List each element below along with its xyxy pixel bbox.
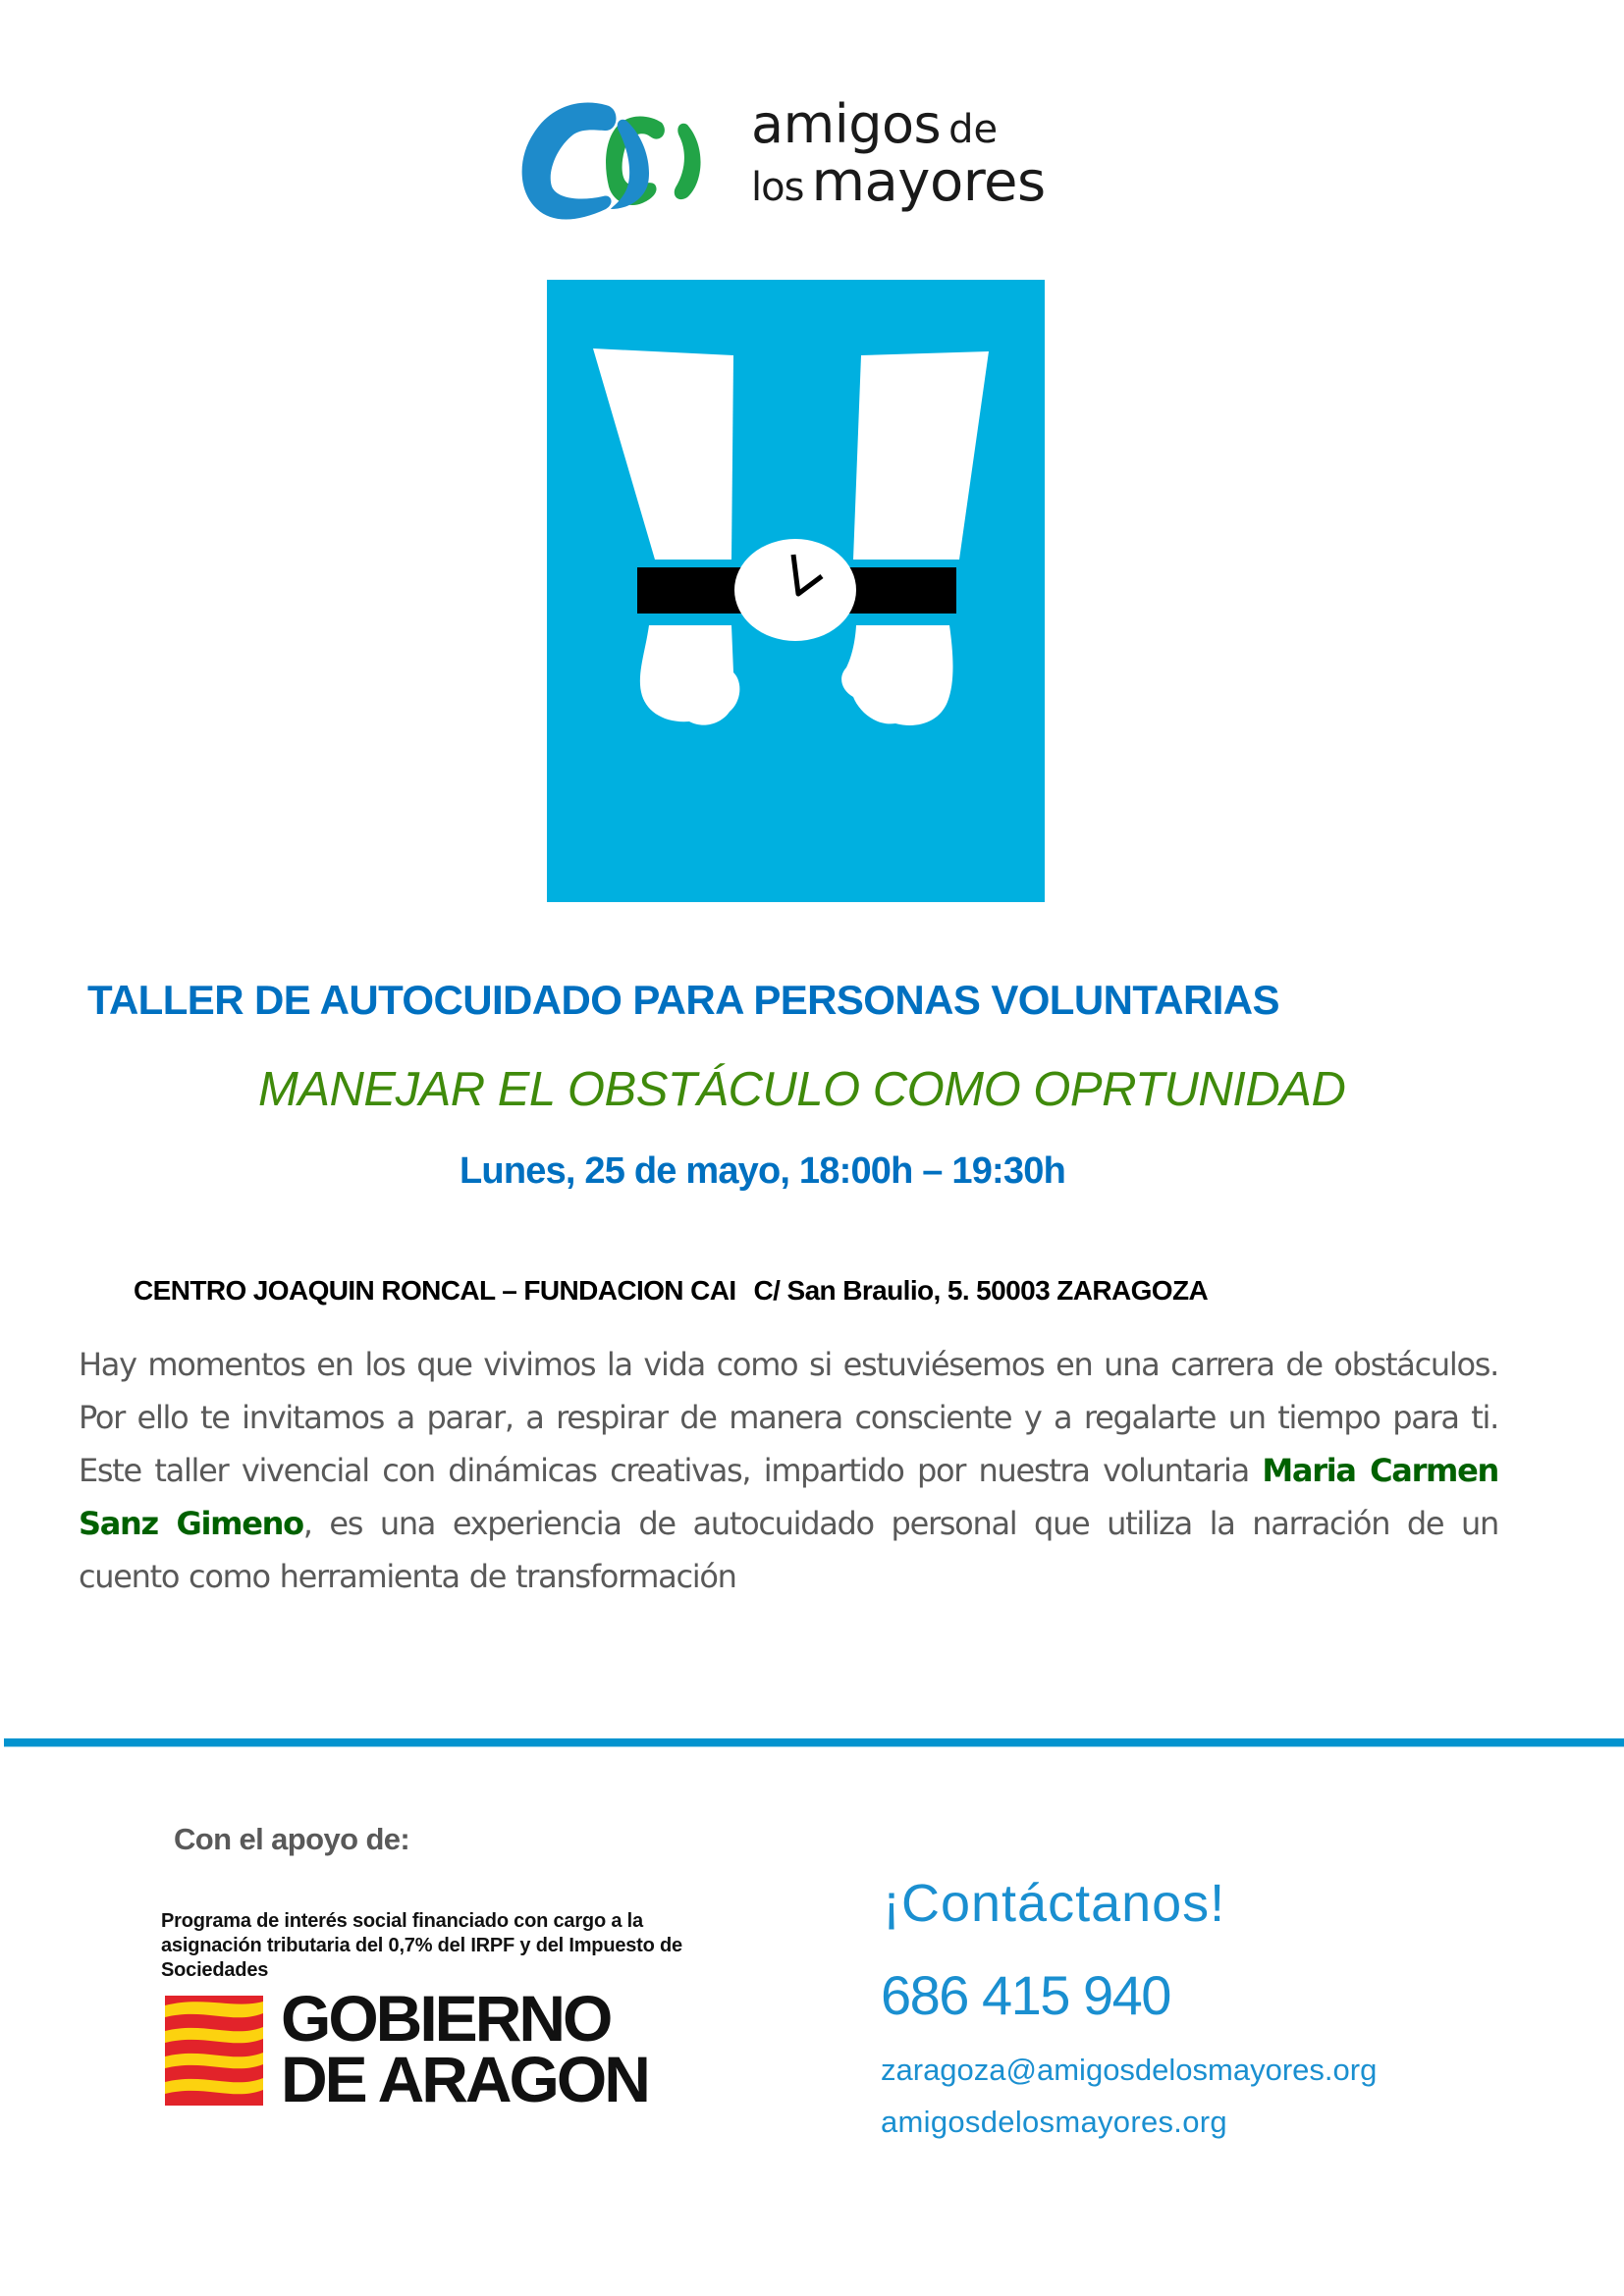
event-description [79,1338,1498,1603]
logo-word-los: los [751,165,804,210]
event-subtitle: MANEJAR EL OBSTÁCULO COMO OPRTUNIDAD [258,1063,1346,1116]
contact-heading: ¡Contáctanos! [883,1874,1226,1933]
aragon-wordmark-line-1: GOBIERNO [281,1982,611,2055]
event-venue [134,1275,1208,1307]
logo-wordmark-line-2 [751,150,1046,214]
aragon-flag-icon [165,1996,263,2106]
support-label: Con el apoyo de: [174,1822,410,1856]
event-illustration [547,280,1045,902]
aragon-wordmark-line-2: DE ARAGON [281,2043,648,2115]
tied-hands-watch-icon [547,280,1045,902]
gobierno-de-aragon-logo [165,1982,695,2115]
interlinked-rings-logo-icon [513,93,729,226]
contact-email-link[interactable]: zaragoza@amigosdelosmayores.org [881,2053,1378,2087]
organization-logo [513,93,1082,226]
section-divider [4,1738,1624,1747]
logo-word-mayores: mayores [811,150,1046,214]
venue-address: C/ San Braulio, 5. 50003 ZARAGOZA [753,1275,1209,1306]
logo-wordmark-line-1 [751,93,998,155]
description-intro: Hay momentos en los que vivimos la vida como si estuviésemos en una carrera de obstáculos. Por ello te invitamos a parar, a respirar de manera consciente y a regalarte un tiempo para ti. Este taller vivencial con dinámicas creativas, impartido por nuestra voluntaria [79,1346,1498,1489]
event-title: TALLER DE AUTOCUIDADO PARA PERSONAS VOLUNTARIAS [87,977,1279,1023]
aragon-wordmark [281,1982,648,2115]
contact-website-link[interactable]: amigosdelosmayores.org [881,2105,1227,2139]
contact-phone-link[interactable]: 686 415 940 [881,1964,1170,2026]
description-outro: , es una experiencia de autocuidado personal que utiliza la narración de un cuento como herramienta de transformación [79,1505,1498,1595]
facilitator-name: Maria Carmen Sanz Gimeno [79,1452,1498,1542]
logo-word-amigos: amigos [751,93,942,155]
venue-name: CENTRO JOAQUIN RONCAL – FUNDACION CAI [134,1275,736,1306]
event-date-time: Lunes, 25 de mayo, 18:00h – 19:30h [460,1150,1065,1192]
funding-program-text: Programa de interés social financiado con cargo a la asignación tributaria del 0,7% del IRPF y del Impuesto de Sociedades [161,1910,682,1981]
logo-word-de: de [948,107,999,152]
